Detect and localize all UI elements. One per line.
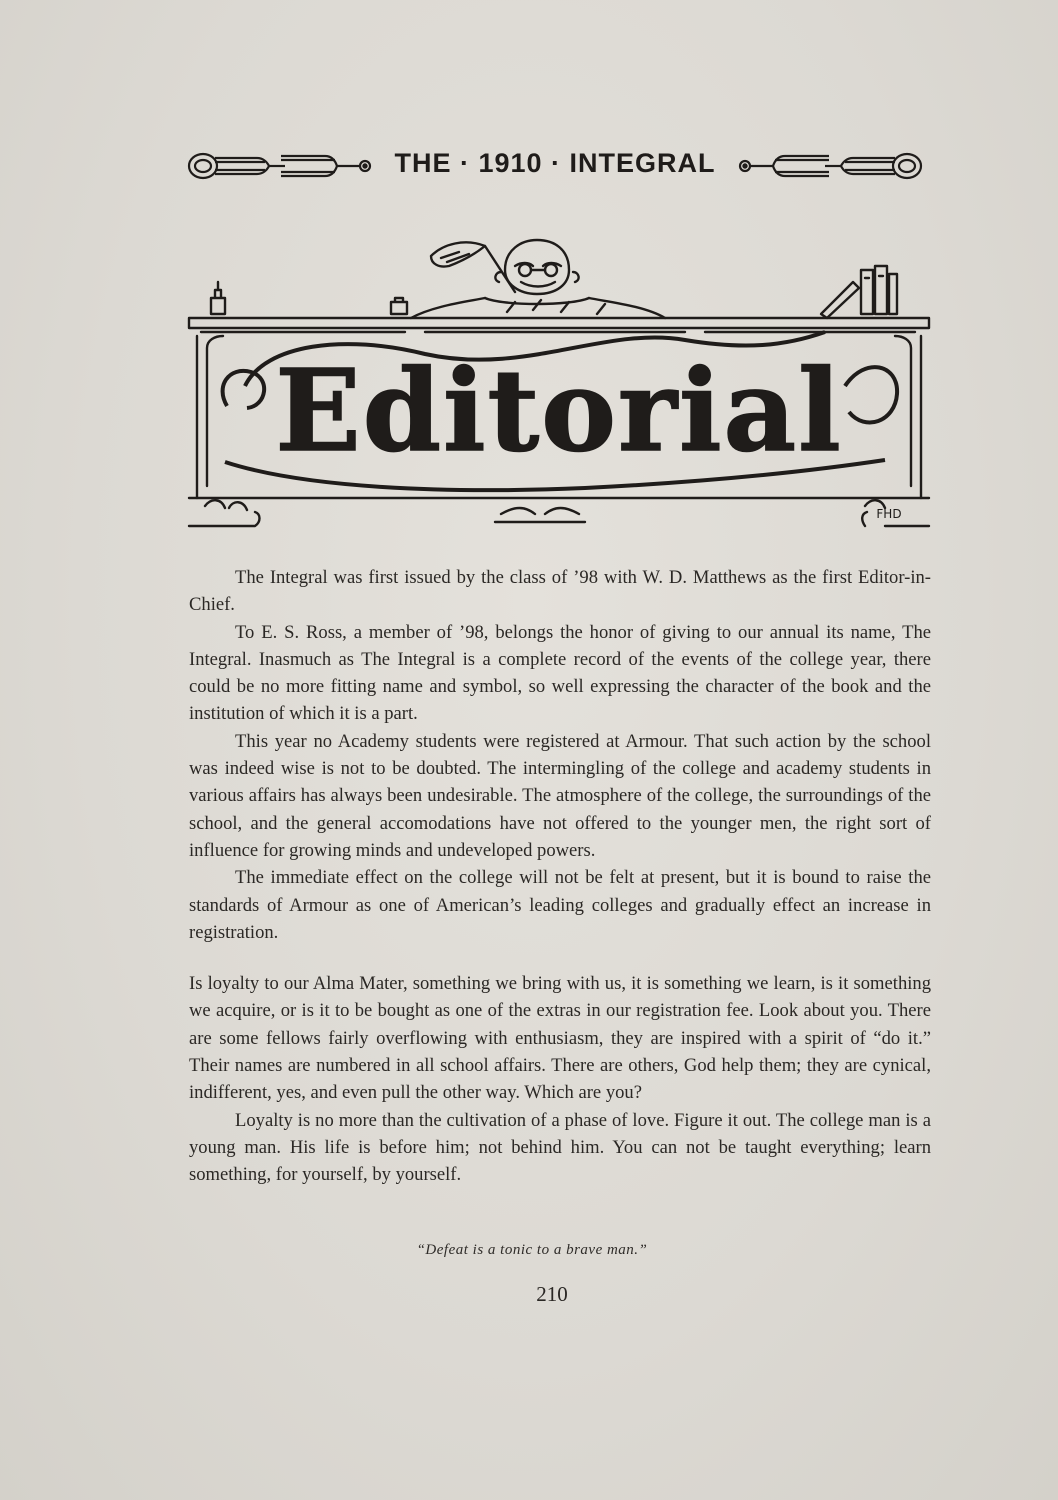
page-number: 210 bbox=[536, 1282, 568, 1306]
artist-signature: FHD bbox=[876, 507, 902, 521]
editorial-banner-illustration bbox=[185, 236, 933, 536]
editorial-heading: Editorial bbox=[275, 346, 843, 477]
running-title: THE · 1910 · INTEGRAL bbox=[394, 148, 716, 178]
section-gap bbox=[189, 946, 931, 970]
paragraph-4: The immediate effect on the college will not be felt at present, but it is bound to raise the standards of Armour as one of American’s leading colleges and gradually effect an increase in registration. bbox=[189, 867, 931, 943]
article-body bbox=[189, 564, 931, 1189]
paragraph-1: The Integral was first issued by the class of ’98 with W. D. Matthews as the first Editor-in-Chief. bbox=[189, 567, 931, 616]
running-header bbox=[185, 144, 925, 188]
right-scroll-ornament-icon bbox=[735, 148, 925, 184]
paragraph-5: Is loyalty to our Alma Mater, something we bring with us, it is something we learn, is it something we acquire, or is it to be bought as one of the extras in our registration fee. Look about you. There are some fellows fairly overflowing with enthusiasm, they are inspired with a spirit of “do it.” Their names are numbered in all school affairs. There are others, God help them; they are cynical, indifferent, yes, and even pull the other way. Which are you? bbox=[189, 973, 931, 1104]
paragraph-3: This year no Academy students were registered at Armour. That such action by the school was indeed wise is not to be doubted. The intermingling of the college and academy students in various affairs has always been undesirable. The atmosphere of the college, the surroundings of the school, and the general accomodations have not offered to the younger men, the right sort of influence for growing minds and undeveloped powers. bbox=[189, 730, 931, 861]
paragraph-6: Loyalty is no more than the cultivation of a phase of love. Figure it out. The college man is a young man. His life is before him; not behind him. You can not be taught everything; learn something, for yourself, by yourself. bbox=[189, 1109, 931, 1186]
paragraph-2: To E. S. Ross, a member of ’98, belongs the honor of giving to our annual its name, The Integral. Inasmuch as The Integral is a complete record of the events of the college year, there could be no more fitting name and symbol, so well expressing the character of the book and the institution of which it is a part. bbox=[189, 621, 931, 725]
page-motto: “Defeat is a tonic to a brave man.” bbox=[416, 1242, 648, 1258]
left-scroll-ornament-icon bbox=[185, 148, 375, 184]
